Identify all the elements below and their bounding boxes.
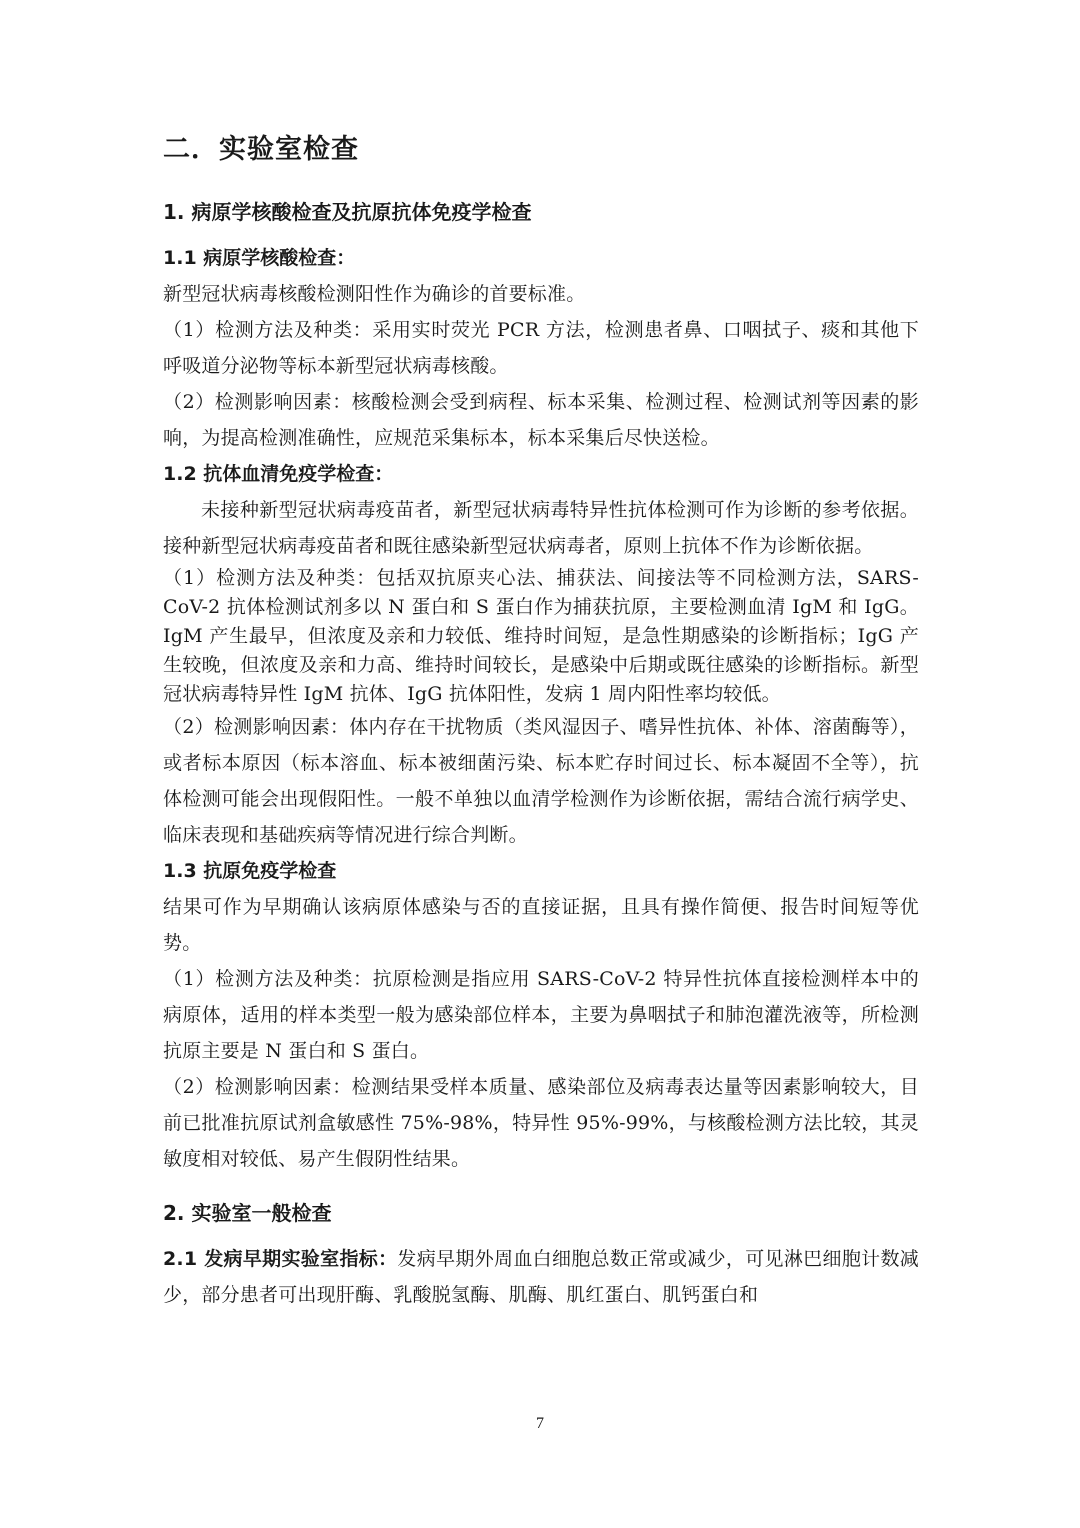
spacer [163,1177,919,1195]
paragraph-1-1-method: （1）检测方法及种类：采用实时荧光 PCR 方法，检测患者鼻、口咽拭子、痰和其他下呼吸道分泌物等标本新型冠状病毒核酸。 [163,319,919,377]
document-body [163,130,919,1313]
paragraph-1-3-intro: 结果可作为早期确认该病原体感染与否的直接证据，且具有操作简便、报告时间短等优势。 [163,896,919,954]
subsection-heading-2: 2. 实验室一般检查 [163,1201,332,1225]
paragraph-1-1-intro: 新型冠状病毒核酸检测阳性作为确诊的首要标准。 [163,283,586,305]
paragraph-1-2-intro: 未接种新型冠状病毒疫苗者，新型冠状病毒特异性抗体检测可作为诊断的参考依据。接种新型冠状病毒疫苗者和既往感染新型冠状病毒者，原则上抗体不作为诊断依据。 [163,499,919,557]
paragraph-1-1-factors: （2）检测影响因素：核酸检测会受到病程、标本采集、检测过程、检测试剂等因素的影响，为提高检测准确性，应规范采集标本，标本采集后尽快送检。 [163,391,919,449]
heading-2-1: 2.1 发病早期实验室指标： [163,1248,398,1270]
paragraph-2-1 [163,1241,919,1313]
paragraph-1-3-factors: （2）检测影响因素：检测结果受样本质量、感染部位及病毒表达量等因素影响较大，目前已批准抗原试剂盒敏感性 75%-98%，特异性 95%-99%，与核酸检测方法比较，其灵敏度相对较低、易产生假阴性结果。 [163,1076,919,1170]
heading-1-2: 1.2 抗体血清免疫学检查： [163,463,394,485]
paragraph-1-3-method: （1）检测方法及种类：抗原检测是指应用 SARS-CoV-2 特异性抗体直接检测样本中的病原体，适用的样本类型一般为感染部位样本，主要为鼻咽拭子和肺泡灌洗液等，所检测抗原主要是 N 蛋白和 S 蛋白。 [163,968,919,1062]
heading-1-3: 1.3 抗原免疫学检查 [163,860,337,882]
subsection-heading-1: 1. 病原学核酸检查及抗原抗体免疫学检查 [163,200,532,224]
paragraph-1-2-factors: （2）检测影响因素：体内存在干扰物质（类风湿因子、嗜异性抗体、补体、溶菌酶等），或者标本原因（标本溶血、标本被细菌污染、标本贮存时间过长、标本凝固不全等），抗体检测可能会出现假阳性。一般不单独以血清学检测作为诊断依据，需结合流行病学史、临床表现和基础疾病等情况进行综合判断。 [163,716,919,846]
heading-1-1: 1.1 病原学核酸检查： [163,247,356,269]
paragraph-2-1-text: 发病早期外周血白细胞总数正常或减少，可见淋巴细胞计数减少，部分患者可出现肝酶、乳酸脱氢酶、肌酶、肌红蛋白、肌钙蛋白和 [163,1248,919,1306]
paragraph-1-2-method: （1）检测方法及种类：包括双抗原夹心法、捕获法、间接法等不同检测方法，SARS-CoV-2 抗体检测试剂多以 N 蛋白和 S 蛋白作为捕获抗原，主要检测血清 IgM 和 IgG。IgM 产生最早，但浓度及亲和力较低、维持时间短，是急性期感染的诊断指标；IgG 产生较晚，但浓度及亲和力高、维持时间较长，是感染中后期或既往感染的诊断指标。新型冠状病毒特异性 IgM 抗体、IgG 抗体阳性，发病 1 周内阳性率均较低。 [163,567,919,705]
page-number: 7 [536,1415,544,1432]
section-title: 二．实验室检查 [163,134,359,165]
